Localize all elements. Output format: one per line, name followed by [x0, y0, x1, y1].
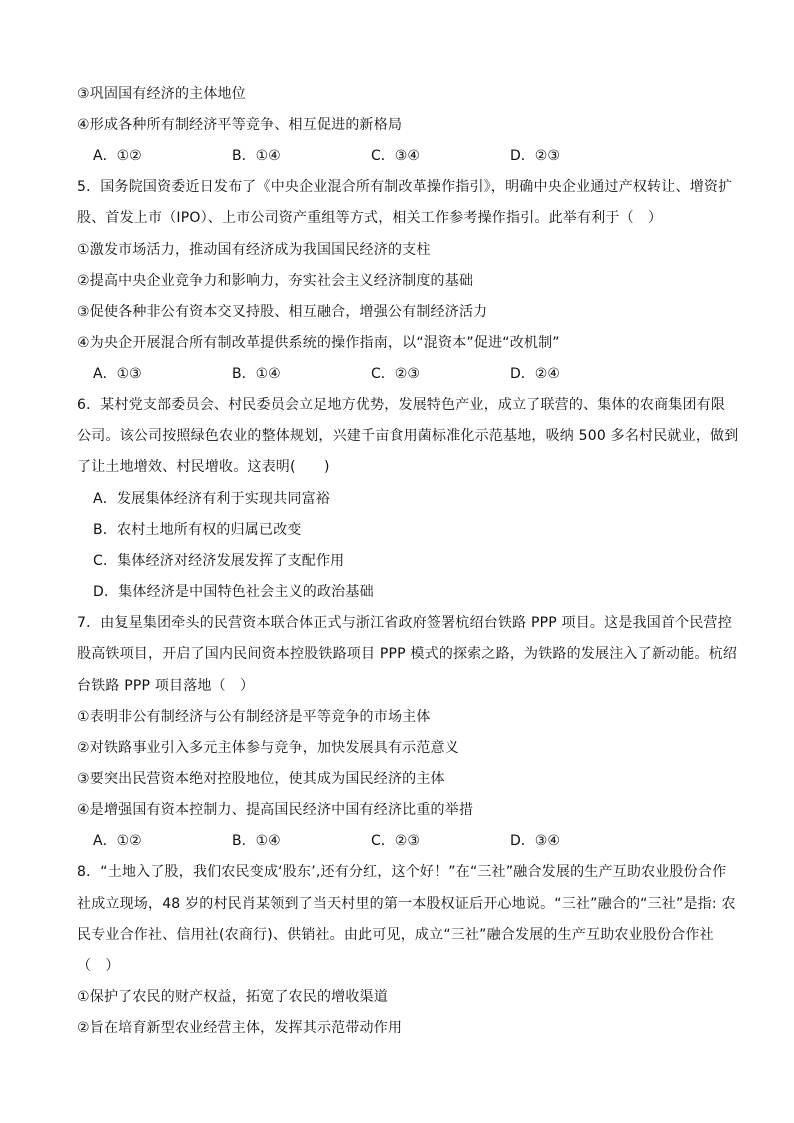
- q7-item-2: ②对铁路事业引入多元主体参与竞争，加快发展具有示范意义: [77, 740, 459, 756]
- q5-stem-line-2: 股、首发上市（IPO）、上市公司资产重组等方式，相关工作参考操作指引。此举有利于（ ）: [77, 210, 663, 226]
- q5-option-b: B．①④: [232, 366, 281, 382]
- q4-option-c: C．③④: [371, 148, 420, 164]
- q5-options: [93, 364, 560, 384]
- q6-option-b: B．农村土地所有权的归属已改变: [93, 522, 302, 538]
- q7-item-3: ③要突出民营资本绝对控股地位，使其成为国民经济的主体: [77, 771, 445, 787]
- q5-item-4: ④为央企开展混合所有制改革提供系统的操作指南，以“混资本”促进“改机制”: [77, 335, 560, 351]
- q5-option-c: C．②③: [371, 366, 420, 382]
- q8-stem-line-2: 社成立现场，48 岁的村民肖某领到了当天村里的第一本股权证后开心地说。“三社”融合的“三社”是指: 农: [77, 896, 736, 912]
- q7-option-a: A．①②: [93, 833, 142, 849]
- q7-item-1: ①表明非公有制经济与公有制经济是平等竞争的市场主体: [77, 709, 431, 725]
- q8-item-1: ①保护了农民的财产权益，拓宽了农民的增收渠道: [77, 989, 388, 1005]
- q4-options: [93, 146, 560, 166]
- q8-stem-line-4: （ ）: [77, 958, 120, 974]
- q7-option-c: C．②③: [371, 833, 420, 849]
- q4-option-b: B．①④: [232, 148, 281, 164]
- q4-item-3: ③巩固国有经济的主体地位: [77, 86, 246, 102]
- q4-item-4: ④形成各种所有制经济平等竞争、相互促进的新格局: [77, 117, 403, 133]
- q7-options: [93, 831, 560, 851]
- q6-option-d: D．集体经济是中国特色社会主义的政治基础: [93, 584, 374, 600]
- q7-stem-line-2: 股高铁项目，开启了国内民间资本控股铁路项目 PPP 模式的探索之路，为铁路的发展注入了新动能。杭绍: [77, 646, 738, 662]
- q5-item-3: ③促使各种非公有资本交叉持股、相互融合，增强公有制经济活力: [77, 304, 488, 320]
- q7-option-d: D．③④: [510, 833, 560, 849]
- q8-stem-line-1: 8．“土地入了股，我们农民变成‘股东’,还有分红，这个好！”在“三社”融合发展的生产互助农业股份合作: [77, 864, 727, 880]
- q4-option-d: D．②③: [510, 148, 560, 164]
- q4-option-a: A．①②: [93, 148, 142, 164]
- q6-stem-line-1: 6．某村党支部委员会、村民委员会立足地方优势，发展特色产业，成立了联营的、集体的农商集团有限: [77, 397, 726, 413]
- q7-stem-line-3: 台铁路 PPP 项目落地（ ）: [77, 678, 255, 694]
- q5-option-a: A．①③: [93, 366, 142, 382]
- q5-stem-line-1: 5．国务院国资委近日发布了《中央企业混合所有制改革操作指引》，明确中央企业通过产权转让、增资扩: [77, 179, 733, 195]
- q6-option-c: C．集体经济对经济发展发挥了支配作用: [93, 553, 345, 569]
- q7-option-b: B．①④: [232, 833, 281, 849]
- q6-option-a: A．发展集体经济有利于实现共同富裕: [93, 491, 330, 507]
- q5-option-d: D．②④: [510, 366, 560, 382]
- q7-stem-line-1: 7．由复星集团牵头的民营资本联合体正式与浙江省政府签署杭绍台铁路 PPP 项目。这是我国首个民营控: [77, 615, 732, 631]
- q5-item-2: ②提高中央企业竞争力和影响力，夯实社会主义经济制度的基础: [77, 273, 474, 289]
- q7-item-4: ④是增强国有资本控制力、提高国民经济中国有经济比重的举措: [77, 802, 474, 818]
- q5-item-1: ①激发市场活力，推动国有经济成为我国国民经济的支柱: [77, 242, 431, 258]
- q6-stem-line-2: 公司。该公司按照绿色农业的整体规划，兴建千亩食用菌标准化示范基地，吸纳 500 多名村民就业，做到: [77, 428, 739, 444]
- q6-stem-line-3: 了让土地增效、村民增收。这表明( ): [77, 459, 330, 475]
- q8-item-2: ②旨在培育新型农业经营主体，发挥其示范带动作用: [77, 1020, 403, 1036]
- q8-stem-line-3: 民专业合作社、信用社(农商行)、供销社。由此可见，成立“三社”融合发展的生产互助农业股份合作社: [77, 927, 714, 943]
